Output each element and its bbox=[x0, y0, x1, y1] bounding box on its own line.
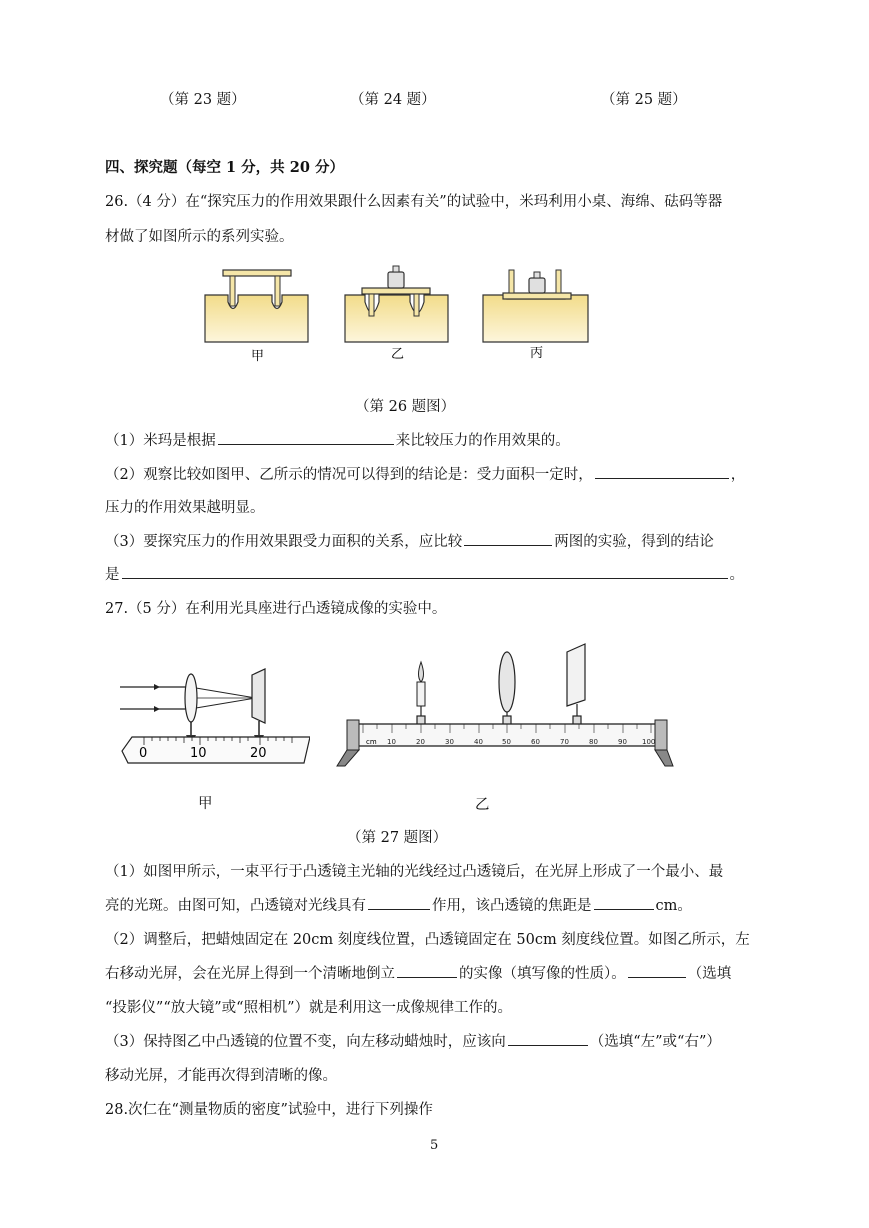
q27-p3-text-a: （3）保持图乙中凸透镜的位置不变，向左移动蜡烛时，应该向 bbox=[105, 1034, 506, 1050]
q26-p3-text-a: （3）要探究压力的作用效果跟受力面积的关系，应比较 bbox=[105, 534, 463, 550]
q26-part3 bbox=[105, 530, 714, 551]
q27-figure-caption: （第 27 题图） bbox=[347, 830, 448, 846]
fig27-yi-tick-100: 100 bbox=[642, 738, 656, 746]
page-number: 5 bbox=[430, 1138, 439, 1153]
q27-part1: （1）如图甲所示，一束平行于凸透镜主光轴的光线经过凸透镜后，在光屏上形成了一个最小、最 bbox=[105, 864, 724, 880]
q26-blank-3[interactable] bbox=[464, 531, 552, 546]
fig27-yi-tick-30: 30 bbox=[445, 738, 454, 746]
q26-part3-cont bbox=[105, 563, 744, 584]
fig27-yi-tick-40: 40 bbox=[474, 738, 483, 746]
q27-part3 bbox=[105, 1030, 721, 1051]
q27-p1-text-b: 亮的光斑。由图可知，凸透镜对光线具有 bbox=[105, 898, 366, 914]
candle bbox=[417, 662, 425, 706]
q26-p3-text-b: 两图的实验，得到的结论 bbox=[554, 534, 714, 550]
fig27-label-yi: 乙 bbox=[475, 797, 490, 813]
q26-p2-text-a: （2）观察比较如图甲、乙所示的情况可以得到的结论是：受力面积一定时， bbox=[105, 467, 593, 483]
sponge-jia bbox=[205, 270, 308, 342]
q28-intro: 28.次仁在“测量物质的密度”试验中，进行下列操作 bbox=[105, 1102, 433, 1118]
q27-intro: 27.（5 分）在利用光具座进行凸透镜成像的实验中。 bbox=[105, 601, 447, 617]
sponge-yi bbox=[345, 266, 448, 342]
fig27-yi-unit: cm bbox=[366, 738, 377, 746]
fig26-label-bing: 丙 bbox=[530, 346, 544, 361]
q27-part2-cont bbox=[105, 962, 731, 983]
q27-blank-3[interactable] bbox=[397, 963, 457, 978]
caption-q25: （第 25 题） bbox=[601, 92, 687, 108]
light-screen bbox=[567, 644, 585, 706]
q27-figure-yi bbox=[335, 638, 675, 770]
q27-part3-cont: 移动光屏，才能再次得到清晰的像。 bbox=[105, 1068, 337, 1084]
section-heading: 四、探究题（每空 1 分，共 20 分） bbox=[105, 159, 344, 176]
q27-p1-text-c: 作用，该凸透镜的焦距是 bbox=[432, 898, 592, 914]
q26-part2 bbox=[105, 463, 745, 484]
q27-p2-text-c: 的实像（填写像的性质）。 bbox=[459, 966, 626, 982]
fig27-yi-tick-20: 20 bbox=[416, 738, 425, 746]
fig27-yi-tick-80: 80 bbox=[589, 738, 598, 746]
q27-part2: （2）调整后，把蜡烛固定在 20cm 刻度线位置，凸透镜固定在 50cm 刻度线位置。如图乙所示，左 bbox=[105, 932, 750, 948]
q27-p3-text-b: （选填“左”或“右”） bbox=[589, 1034, 721, 1050]
fig27-jia-tick-10: 10 bbox=[190, 746, 207, 761]
fig26-label-jia: 甲 bbox=[251, 349, 265, 364]
q27-blank-5[interactable] bbox=[508, 1031, 588, 1046]
q26-intro-line2: 材做了如图所示的系列实验。 bbox=[105, 229, 294, 245]
q26-part2-cont: 压力的作用效果越明显。 bbox=[105, 500, 265, 516]
q27-part2-options: “投影仪”“放大镜”或“照相机”）就是利用这一成像规律工作的。 bbox=[105, 1000, 512, 1016]
q26-intro-line1: 26.（4 分）在“探究压力的作用效果跟什么因素有关”的试验中，米玛利用小桌、海绵、砝码等器 bbox=[105, 194, 723, 210]
fig27-yi-tick-60: 60 bbox=[531, 738, 540, 746]
q26-p1-text-a: （1）米玛是根据 bbox=[105, 433, 216, 449]
q26-figure-caption: （第 26 题图） bbox=[355, 399, 456, 415]
caption-q23: （第 23 题） bbox=[160, 92, 246, 108]
fig27-label-jia: 甲 bbox=[198, 796, 213, 812]
caption-q24: （第 24 题） bbox=[350, 92, 436, 108]
q26-blank-4[interactable] bbox=[122, 564, 728, 579]
sponge-bing bbox=[483, 270, 588, 342]
q26-p2-text-b: ， bbox=[730, 467, 746, 483]
fig27-yi-tick-90: 90 bbox=[618, 738, 627, 746]
q26-p3-text-c: 是 bbox=[105, 567, 120, 583]
fig27-yi-tick-70: 70 bbox=[560, 738, 569, 746]
q27-blank-4[interactable] bbox=[628, 963, 686, 978]
q26-p3-text-d: 。 bbox=[729, 567, 744, 583]
q27-blank-2[interactable] bbox=[594, 895, 654, 910]
q27-p2-text-b: 右移动光屏，会在光屏上得到一个清晰地倒立 bbox=[105, 966, 395, 982]
q27-part1-cont bbox=[105, 894, 692, 915]
fig27-jia-tick-20: 20 bbox=[250, 746, 267, 761]
convex-lens bbox=[499, 652, 515, 712]
fig27-jia-tick-0: 0 bbox=[139, 746, 148, 761]
fig27-yi-tick-50: 50 bbox=[502, 738, 511, 746]
q26-part1 bbox=[105, 429, 570, 450]
q27-figure-jia bbox=[118, 655, 310, 767]
fig27-yi-tick-10: 10 bbox=[387, 738, 396, 746]
q27-blank-1[interactable] bbox=[368, 895, 430, 910]
q26-blank-1[interactable] bbox=[218, 430, 394, 445]
fig26-label-yi: 乙 bbox=[391, 347, 405, 362]
q27-p2-text-d: （选填 bbox=[687, 966, 732, 982]
q26-p1-text-b: 来比较压力的作用效果的。 bbox=[395, 433, 570, 449]
q26-figure bbox=[195, 262, 615, 372]
q27-p1-text-d: cm。 bbox=[655, 898, 692, 914]
q26-blank-2[interactable] bbox=[595, 464, 729, 479]
